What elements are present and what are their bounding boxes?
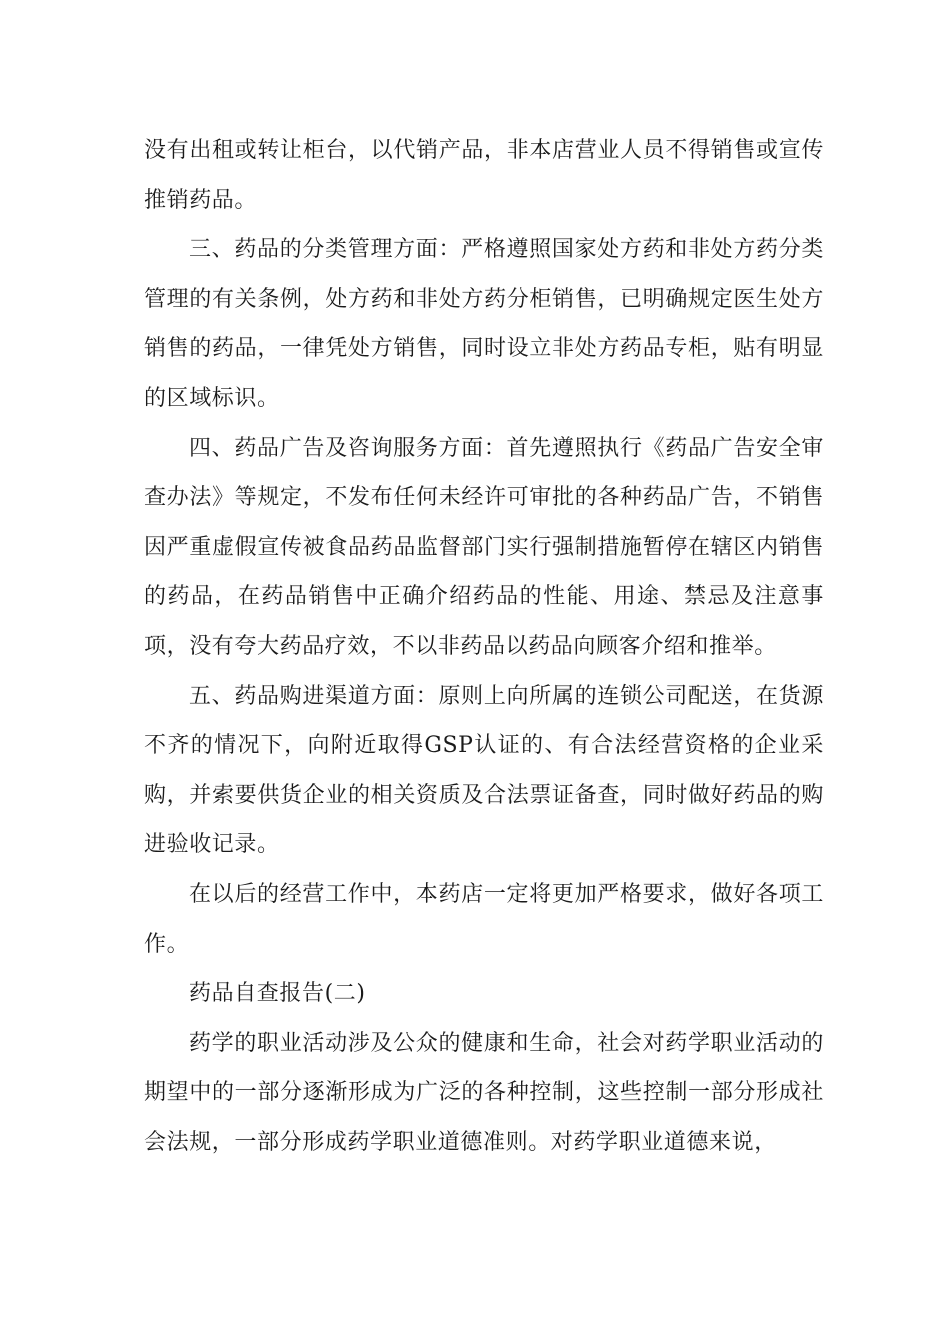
paragraph-purchase-channels: 五、药品购进渠道方面：原则上向所属的连锁公司配送，在货源不齐的情况下，向附近取得GSP认证的、有合法经营资格的企业采购，并索要供货企业的相关资质及合法票证备查，同时做好药品的购进验收记录。 bbox=[144, 683, 824, 858]
section-title: 药品自查报告(二) bbox=[189, 981, 366, 1007]
paragraph-classification-management: 三、药品的分类管理方面：严格遵照国家处方药和非处方药分类管理的有关条例，处方药和非处方药分柜销售，已明确规定医生处方销售的药品，一律凭处方销售，同时设立非处方药品专柜，贴有明显的区域标识。 bbox=[144, 237, 824, 411]
paragraph-pharmacy-ethics: 药学的职业活动涉及公众的健康和生命，社会对药学职业活动的期望中的一部分逐渐形成为广泛的各种控制，这些控制一部分形成社会法规，一部分形成药学职业道德准则。对药学职业道德来说， bbox=[144, 1030, 824, 1155]
paragraph-advertising-consulting: 四、药品广告及咨询服务方面：首先遵照执行《药品广告安全审查办法》等规定，不发布任何未经许可审批的各种药品广告，不销售因严重虚假宣传被食品药品监督部门实行强制措施暂停在辖区内销售的药品，在药品销售中正确介绍药品的性能、用途、禁忌及注意事项，没有夸大药品疗效，不以非药品以药品向顾客介绍和推举。 bbox=[144, 435, 824, 659]
paragraph-future-work: 在以后的经营工作中，本药店一定将更加严格要求，做好各项工作。 bbox=[144, 881, 824, 957]
document-page bbox=[144, 126, 824, 1167]
paragraph-continuation: 没有出租或转让柜台，以代销产品，非本店营业人员不得销售或宣传推销药品。 bbox=[144, 138, 824, 213]
